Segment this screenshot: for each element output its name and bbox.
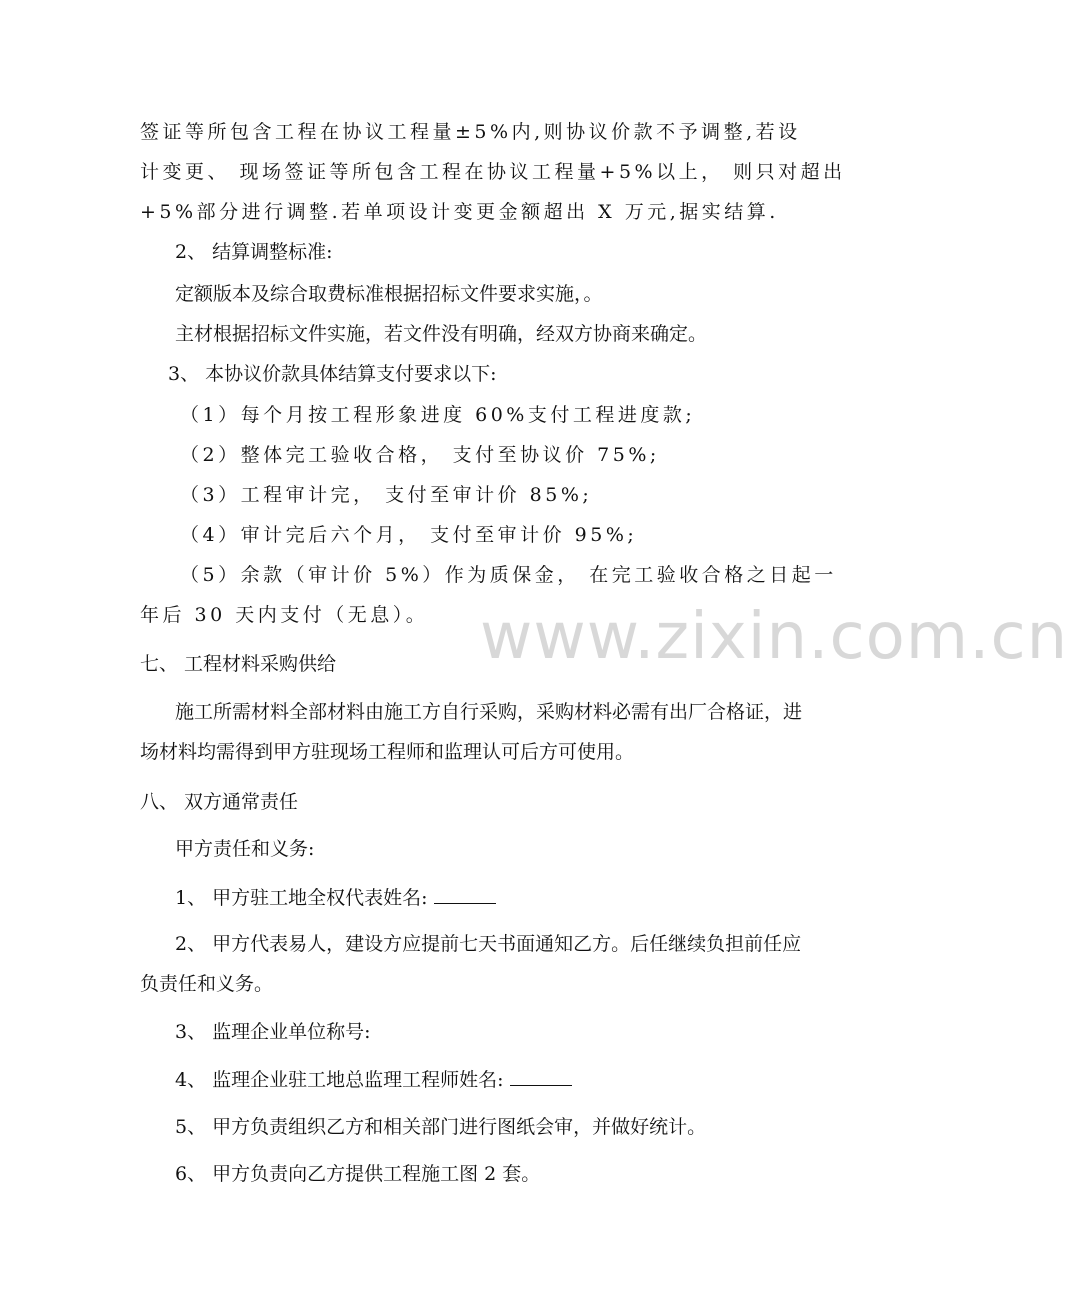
list-item-text: 1、 甲方驻工地全权代表姓名: [175, 887, 434, 909]
watermark: www.zixin.com.cn [480, 600, 1068, 674]
list-item: （4）审计完后六个月， 支付至审计价 95%; [180, 524, 638, 546]
list-item: （3）工程审计完， 支付至审计价 85%; [180, 484, 593, 506]
list-item: 6、 甲方负责向乙方提供工程施工图 2 套。 [175, 1163, 541, 1185]
list-item [175, 885, 496, 910]
text-line [140, 160, 846, 184]
text-line: 签证等所包含工程在协议工程量±5%内,则协议价款不予调整,若设 [140, 121, 801, 143]
text-segment: +5%以上， 则只对超出 [599, 161, 846, 183]
chapter-heading: 八、 双方通常责任 [140, 791, 299, 813]
text-segment: 5%部分进行调整.若单项设计变更金额超出 X 万元,据实结算. [159, 201, 779, 223]
text-line [140, 200, 779, 224]
list-item: 年后 30 天内支付（无息）。 [140, 604, 429, 626]
chapter-heading: 七、 工程材料采购供给 [140, 653, 337, 675]
paragraph: 场材料均需得到甲方驻现场工程师和监理认可后方可使用。 [140, 741, 635, 763]
list-item [175, 1067, 572, 1092]
list-item: 2、 甲方代表易人，建设方应提前七天书面通知乙方。后任继续负担前任应 [175, 933, 802, 955]
paragraph: 施工所需材料全部材料由施工方自行采购，采购材料必需有出厂合格证，进 [175, 701, 803, 723]
list-item: 5、 甲方负责组织乙方和相关部门进行图纸会审，并做好统计。 [175, 1116, 707, 1138]
section-heading: 2、 结算调整标准: [175, 241, 333, 263]
section-heading: 3、 本协议价款具体结算支付要求以下: [168, 363, 497, 385]
blank-underline [434, 885, 496, 904]
text-segment: 计变更、 现场签证等所包含工程在协议工程量 [140, 161, 600, 183]
list-item-text: 4、 监理企业驻工地总监理工程师姓名: [175, 1069, 510, 1091]
blank-underline [510, 1067, 572, 1086]
text-segment: + [140, 201, 160, 223]
list-item: 3、 监理企业单位称号: [175, 1021, 371, 1043]
paragraph: 主材根据招标文件实施，若文件没有明确，经双方协商来确定。 [175, 323, 708, 345]
paragraph: 定额版本及综合取费标准根据招标文件要求实施，。 [175, 283, 603, 305]
paragraph: 甲方责任和义务: [175, 838, 315, 860]
list-item: 负责任和义务。 [140, 973, 274, 995]
list-item: （2）整体完工验收合格， 支付至协议价 75%; [180, 444, 660, 466]
list-item: （1）每个月按工程形象进度 60%支付工程进度款; [180, 404, 696, 426]
list-item: （5）余款（审计价 5%）作为质保金， 在完工验收合格之日起一 [180, 564, 837, 586]
